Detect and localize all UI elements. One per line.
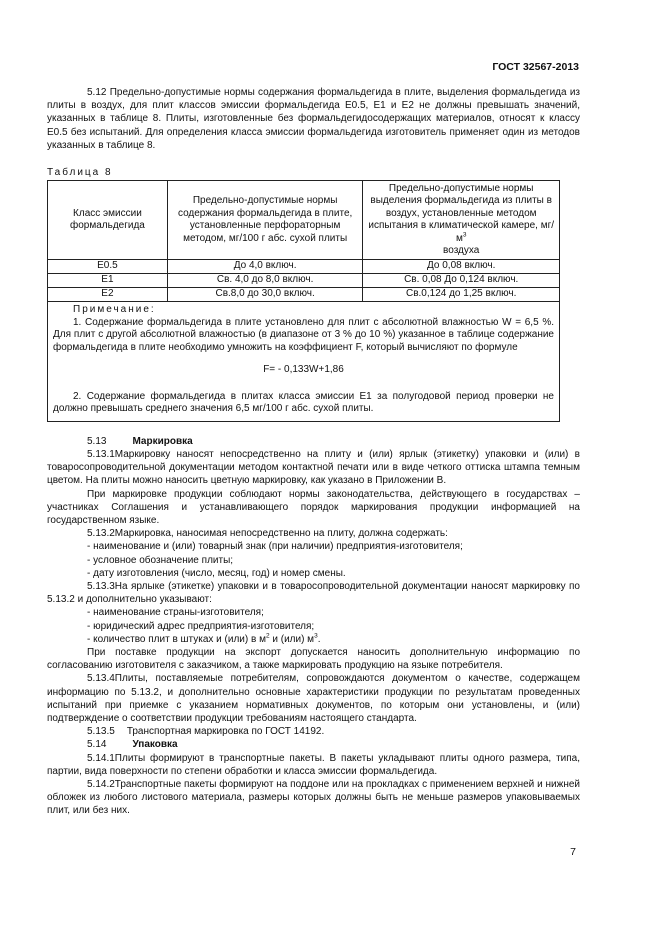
table-cell: Св. 4,0 до 8,0 включ. [167, 274, 363, 288]
superscript: 2 [265, 632, 270, 640]
header-content-norm: Предельно-допустимые нормы содержания формальдегида в плите, установленные перфораторным методом, мг/100 г абс. сухой плиты [167, 181, 363, 260]
header-air-norm [363, 181, 560, 260]
table-cell: Св.0,124 до 1,25 включ. [363, 288, 560, 302]
section-5-13-heading [47, 435, 580, 448]
paragraph-5-13-3: 5.13.3На ярлыке (этикетке) упаковки и в товаросопроводительной документации наносят маркировку по 5.13.2 и дополнительно указывают: [47, 580, 580, 606]
section-number: 5.13 [87, 435, 107, 447]
list-text: - количество плит в штуках и (или) в м [87, 633, 266, 645]
section-title: Упаковка [132, 739, 178, 751]
header-air-norm-text: Предельно-допустимые нормы выделения формальдегида из плиты в воздух, установленные методом испытания в климатической камере, мг/м [368, 182, 555, 244]
notes-title: Примечание: [73, 304, 156, 316]
paragraph-5-13-4: 5.13.4Плиты, поставляемые потребителям, сопровождаются документом о качестве, содержащем информацию по 5.13.2, и дополнительно основные характеристики продукции по результатам проведенных испытаний при приемке с указанием нормативных документов, по которым они установлены, и (или) подтверждение о соответствии продукции требованиям настоящего стандарта. [47, 673, 580, 724]
header-air-norm-suffix: воздуха [443, 245, 480, 257]
page-content [47, 86, 580, 818]
table-8 [47, 180, 560, 422]
table-cell: Е2 [48, 288, 168, 302]
table-cell: Е1 [48, 274, 168, 288]
table-header-row [48, 181, 560, 260]
section-number: 5.13.5 [87, 726, 115, 738]
paragraph-5-12: 5.12 Предельно-допустимые нормы содержания формальдегида в плите, выделения формальдегида из плиты в воздух, для плит классов эмиссии формальдегида Е0.5, Е1 и Е2 не должны превышать значений, указанных в таблице 8. Плиты, изготовленные без формальдегидосодержащих материалов, относят к классу Е0.5 без испытаний. Для определения класса эмиссии формальдегида изготовитель применяет один из методов указанных в таблице 8. [47, 87, 580, 151]
paragraph-5-14-2: 5.14.2Транспортные пакеты формируют на поддоне или на прокладках с применением верхней и нижней обложек из любого листового материала, размеры которых должны быть не меньше размеров упаковываемых плит, или без них. [47, 779, 580, 817]
paragraph-5-14-1: 5.14.1Плиты формируют в транспортные пакеты. В пакеты укладывают плиты одного размера, типа, партии, вида поверхности по степени обработки и класса эмиссии формальдегида. [47, 752, 580, 777]
formula: F= - 0,133W+1,86 [263, 364, 344, 376]
table-notes [48, 302, 560, 422]
list-item: - дату изготовления (число, месяц, год) и номер смены. [87, 567, 346, 579]
section-5-14-heading [47, 738, 580, 751]
paragraph-5-13-5 [47, 725, 580, 738]
table-cell: До 4,0 включ. [167, 260, 363, 274]
paragraph-5-13-2: 5.13.2Маркировка, наносимая непосредственно на плиту, должна содержать: [87, 528, 448, 540]
superscript: 3 [314, 632, 318, 640]
header-air-norm-superscript: 3 [462, 231, 467, 239]
paragraph-export: При поставке продукции на экспорт допускается наносить дополнительную информацию по согласованию изготовителя с заказчиком, а также маркировать продукцию на языке потребителя. [47, 646, 580, 672]
list-item: - условное обозначение плиты; [87, 554, 234, 566]
table-cell: Е0.5 [48, 260, 168, 274]
section-number: 5.14 [87, 739, 107, 751]
paragraph-text: Транспортная маркировка по ГОСТ 14192. [126, 726, 325, 738]
table-cell: Св.8,0 до 30,0 включ. [167, 288, 363, 302]
table-notes-row [48, 302, 560, 422]
table-cell: Св. 0,08 До 0,124 включ. [363, 274, 560, 288]
table-cell: До 0,08 включ. [363, 260, 560, 274]
paragraph-5-13-1: 5.13.1Маркировку наносят непосредственно на плиту и (или) ярлык (этикетку) упаковки и (или) в товаросопроводительной документации методом контактной печати или в виде четкого оттиска штампа темным цветом. На плиты можно наносить цветную маркировку, как указано в Приложении В. [47, 448, 580, 487]
header-emission-class: Класс эмиссии формальдегида [48, 181, 168, 260]
note-2: 2. Содержание формальдегида в плитах класса эмиссии Е1 за полугодовой период проверки не должно превышать среднего значения 6,5 мг/100 г абс. сухой плиты. [53, 390, 554, 415]
standard-header: ГОСТ 32567-2013 [492, 61, 579, 73]
table-row [48, 274, 560, 288]
table-row [48, 260, 560, 274]
table-row [48, 288, 560, 302]
list-text: . [317, 633, 321, 645]
list-item: - юридический адрес предприятия-изготовителя; [87, 620, 315, 632]
note-1: 1. Содержание формальдегида в плите установлено для плит с абсолютной влажностью W = 6,5 %. Для плит с другой абсолютной влажностью (в диапазоне от 3 % до 10 %) указанное в таблице содержание формальдегида в плите необходимо умножить на коэффициент F, который вычисляют по формуле [53, 316, 554, 353]
list-item: - наименование и (или) товарный знак (при наличии) предприятия-изготовителя; [87, 541, 463, 553]
list-item: - наименование страны-изготовителя; [87, 607, 264, 619]
table-caption: Таблица 8 [47, 167, 113, 179]
list-item-quantity [47, 633, 580, 646]
page-number: 7 [570, 846, 576, 858]
section-title: Маркировка [132, 435, 193, 447]
paragraph-5-13-1-b: При маркировке продукции соблюдают нормы законодательства, действующего в государствах – участниках Соглашения и устанавливающего порядок маркирования продукции информацией на государственном языке. [47, 488, 580, 526]
list-text: и (или) м [269, 633, 315, 645]
